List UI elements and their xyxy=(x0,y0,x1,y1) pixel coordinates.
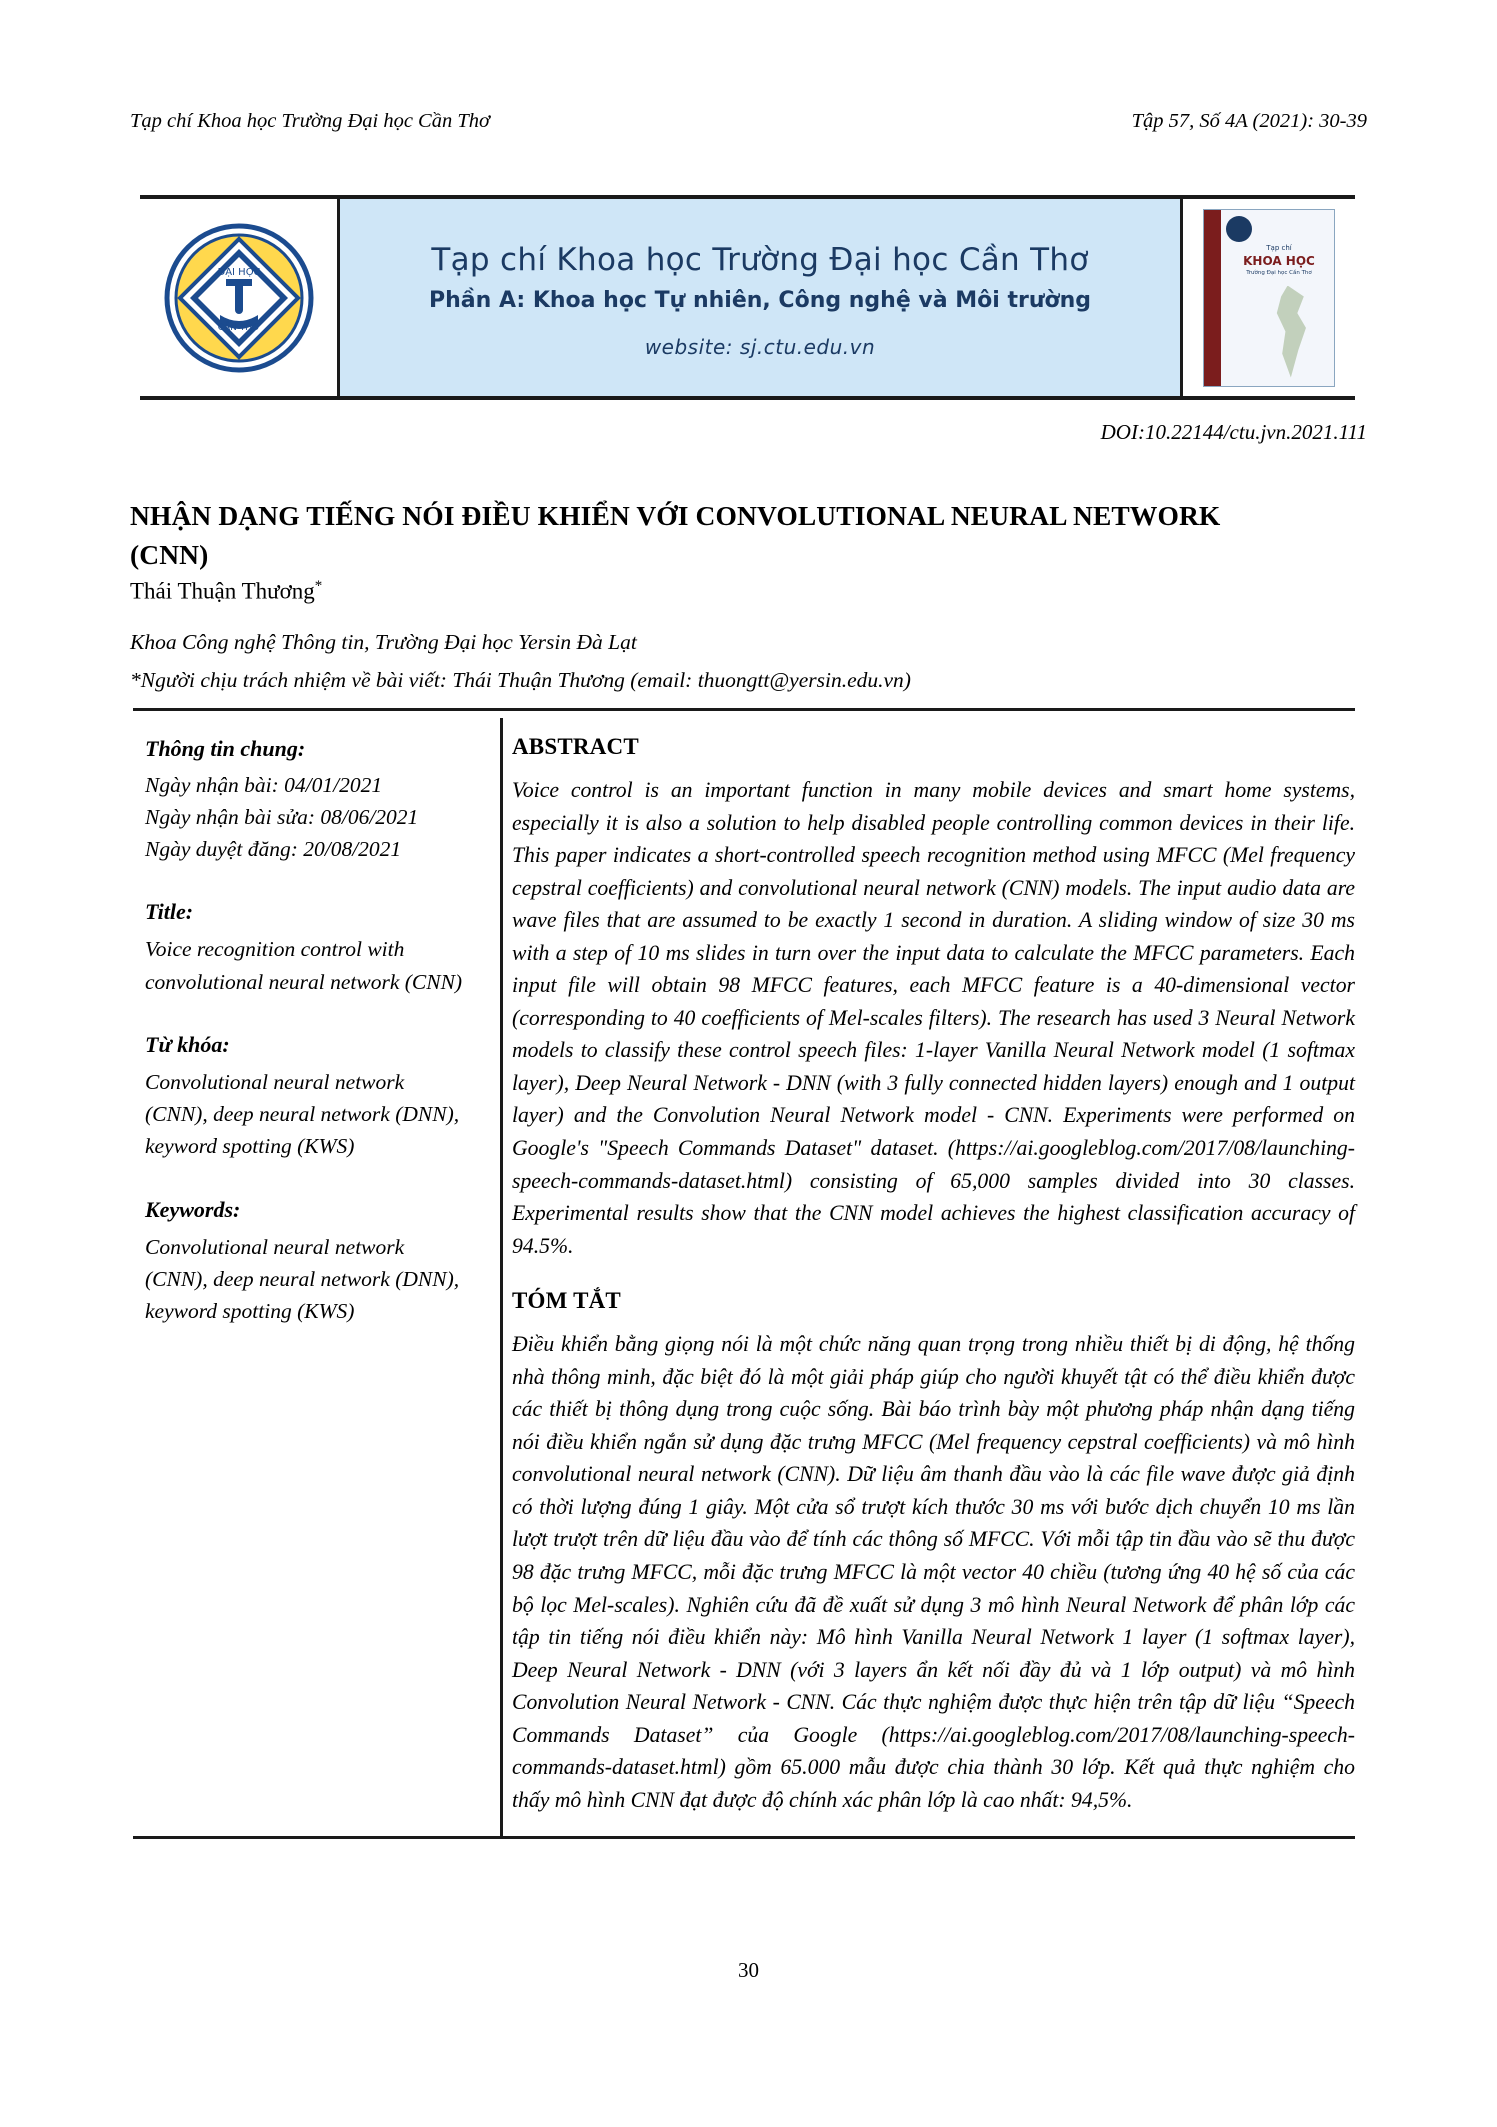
main-column xyxy=(488,718,1355,1816)
running-head-left: Tạp chí Khoa học Trường Đại học Cần Thơ xyxy=(130,110,490,132)
abstract-text: Voice control is an important function in many mobile devices and smart home systems, especially it is also a solution to help disabled people controlling common devices in their life. This paper indicates a short-controlled speech recognition method using MFCC (Mel frequency cepstral coefficients) and convolutional neural network (CNN) models. The input audio data are wave files that are assumed to be exactly 1 second in duration. A sliding window of size 30 ms with a step of 10 ms slides in turn over the input data to calculate the MFCC parameters. Each input file will obtain 98 MFCC features, each MFCC feature is a 40-dimensional vector (corresponding to 40 coefficients of Mel-scales filters). The research has used 3 Neural Network models to classify these control speech files: 1-layer Vanilla Neural Network model (1 softmax layer), Deep Neural Network - DNN (with 3 fully connected hidden layers) enough and 1 output layer) and the Convolution Neural Network model - CNN. Experiments were performed on Google's "Speech Commands Dataset" dataset. (https://ai.googleblog.com/2017/08/launching-speech-commands-dataset.html) consisting of 65,000 samples divided into 30 classes. Experimental results show that the CNN model achieves the highest classification accuracy of 94.5%. xyxy=(512,778,1355,1258)
sidebar-date-received: Ngày nhận bài: 04/01/2021 xyxy=(145,773,383,797)
masthead-cover-cell xyxy=(1180,199,1355,396)
cover-line2: KHOA HỌC xyxy=(1243,253,1315,268)
sidebar-heading-keywords: Keywords: xyxy=(145,1196,241,1222)
page-title: NHẬN DẠNG TIẾNG NÓI ĐIỀU KHIỂN VỚI CONVOLUTIONAL NEURAL NETWORK (CNN) xyxy=(130,500,1221,571)
cover-badge-icon xyxy=(1226,216,1252,242)
page-number: 30 xyxy=(738,1958,759,1982)
masthead-subtitle: Phần A: Khoa học Tự nhiên, Công nghệ và Môi trường xyxy=(428,288,1092,313)
journal-masthead xyxy=(140,195,1355,400)
author-mark: * xyxy=(314,578,323,594)
journal-cover-image xyxy=(1203,209,1335,387)
sidebar-keywords-value: Convolutional neural network (CNN), deep neural network (DNN), keyword spotting (KWS) xyxy=(145,1234,460,1324)
sidebar-title-value: Voice recognition control with convolutional neural network (CNN) xyxy=(145,937,463,994)
sidebar-date-revised: Ngày nhận bài sửa: 08/06/2021 xyxy=(145,804,419,829)
cover-line1: Tạp chí xyxy=(1266,243,1292,252)
tomtat-heading: TÓM TẮT xyxy=(512,1288,621,1314)
author-line xyxy=(130,578,322,605)
body-columns xyxy=(133,718,1355,1816)
masthead-website: website: sj.ctu.edu.vn xyxy=(644,335,876,359)
author-name: Thái Thuận Thương xyxy=(130,578,315,604)
cover-map-graphic xyxy=(1266,286,1320,378)
sidebar-column xyxy=(133,718,488,1816)
cover-line3: Trường Đại học Cần Thơ xyxy=(1246,269,1312,276)
sidebar-heading-info: Thông tin chung: xyxy=(145,736,306,761)
svg-text:CẦN THƠ: CẦN THƠ xyxy=(217,322,260,333)
ctu-logo-icon xyxy=(164,223,314,373)
abstract-heading: ABSTRACT xyxy=(512,734,639,759)
doi-line: DOI:10.22144/ctu.jvn.2021.111 xyxy=(1100,420,1367,444)
affiliation: Khoa Công nghệ Thông tin, Trường Đại học Yersin Đà Lạt xyxy=(130,630,637,654)
running-head-right: Tập 57, Số 4A (2021): 30-39 xyxy=(1131,110,1367,132)
masthead-title: Tạp chí Khoa học Trường Đại học Cần Thơ xyxy=(431,242,1089,278)
divider-top xyxy=(133,708,1355,711)
sidebar-heading-title: Title: xyxy=(145,899,194,925)
divider-bottom xyxy=(133,1836,1355,1839)
sidebar-tukhoa-value: Convolutional neural network (CNN), deep neural network (DNN), keyword spotting (KWS) xyxy=(145,1069,460,1159)
masthead-logo-cell xyxy=(140,199,340,396)
masthead-text-block xyxy=(340,199,1180,396)
cover-spine xyxy=(1204,210,1221,386)
sidebar-heading-tukhoa: Từ khóa: xyxy=(145,1031,230,1057)
sidebar-date-accepted: Ngày duyệt đăng: 20/08/2021 xyxy=(145,836,402,861)
corresponding-author: *Người chịu trách nhiệm về bài viết: Thái Thuận Thương (email: thuongtt@yersin.edu.vn) xyxy=(130,668,911,692)
running-head xyxy=(130,110,1367,133)
svg-text:ĐẠI HỌC: ĐẠI HỌC xyxy=(216,266,261,278)
tomtat-text: Điều khiển bằng giọng nói là một chức năng quan trọng trong nhiều thiết bị di động, hệ thống nhà thông minh, đặc biệt đó là một giải pháp giúp cho người khuyết tật có thể điều khiển được các thiết bị thông dụng trong cuộc sống. Bài báo trình bày một phương pháp nhận dạng tiếng nói điều khiển ngắn sử dụng đặc trưng MFCC (Mel frequency cepstral coefficients) và mô hình convolutional neural network (CNN). Dữ liệu âm thanh đầu vào là các file wave được giả định có thời lượng đúng 1 giây. Một cửa sổ trượt kích thước 30 ms với bước dịch chuyển 10 ms lần lượt trượt trên dữ liệu đầu vào để tính các thông số MFCC. Với mỗi tập tin đầu vào sẽ thu được 98 đặc trưng MFCC, mỗi đặc trưng MFCC là một vector 40 chiều (tương ứng 40 hệ số của các bộ lọc Mel-scales). Nghiên cứu đã đề xuất sử dụng 3 mô hình Neural Network để phân lớp các tập tin tiếng nói điều khiển này: Mô hình Vanilla Neural Network 1 layer (1 softmax layer), Deep Neural Network - DNN (với 3 layers ẩn kết nối đầy đủ và 1 lớp output) và mô hình Convolution Neural Network - CNN. Các thực nghiệm được thực hiện trên tập dữ liệu “Speech Commands Dataset” của Google (https://ai.googleblog.com/2017/08/launching-speech-commands-dataset.html) gồm 65.000 mẫu được chia thành 30 lớp. Kết quả thực nghiệm cho thấy mô hình CNN đạt được độ chính xác phân lớp là cao nhất: 94,5%. xyxy=(512,1332,1355,1812)
